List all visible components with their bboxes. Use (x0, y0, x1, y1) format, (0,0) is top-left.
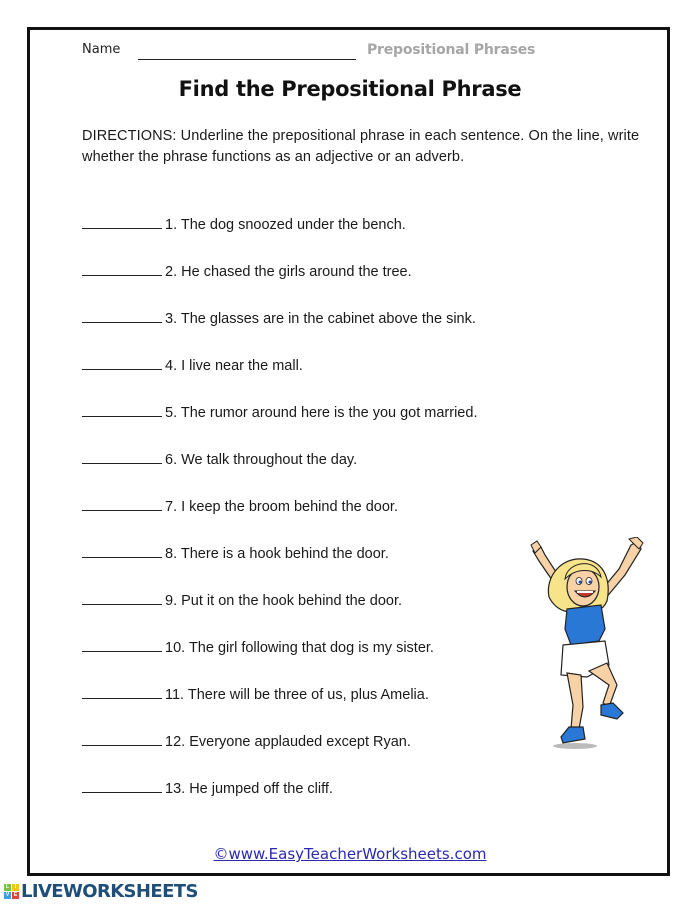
answer-blank[interactable] (82, 778, 162, 793)
question-item (82, 214, 406, 234)
logo-text: LIVEWORKSHEETS (21, 880, 198, 902)
question-number: 13. (165, 781, 186, 797)
question-number: 5. (165, 405, 178, 421)
question-text: There will be three of us, plus Amelia. (187, 687, 429, 703)
question-item (82, 261, 412, 281)
question-number: 11. (165, 687, 185, 703)
question-number: 4. (165, 358, 178, 374)
logo-square-i: I (12, 884, 19, 891)
answer-blank[interactable] (82, 496, 162, 511)
footer-copyright-link[interactable]: ©www.EasyTeacherWorksheets.com (213, 845, 487, 863)
question-text: Everyone applauded except Ryan. (189, 734, 411, 750)
question-item (82, 590, 402, 610)
question-item (82, 402, 477, 422)
name-label: Name (82, 42, 121, 57)
question-number: 8. (165, 546, 178, 562)
question-item (82, 308, 476, 328)
directions-text: DIRECTIONS: Underline the prepositional phrase in each sentence. On the line, write whether the phrase functions as an adjective or an adverb. (82, 128, 640, 165)
answer-blank[interactable] (82, 637, 162, 652)
liveworksheets-logo (4, 881, 198, 901)
question-number: 3. (165, 311, 178, 327)
question-item (82, 543, 389, 563)
topic-heading: Prepositional Phrases (367, 42, 536, 58)
answer-blank[interactable] (82, 543, 162, 558)
answer-blank[interactable] (82, 261, 162, 276)
question-item (82, 355, 303, 375)
question-item (82, 731, 411, 751)
logo-square-l: L (5, 883, 10, 890)
logo-square-v: V (5, 891, 10, 898)
question-text: The dog snoozed under the bench. (180, 217, 406, 233)
answer-blank[interactable] (82, 449, 162, 464)
answer-blank[interactable] (82, 355, 162, 370)
cheering-girl-illustration (527, 537, 647, 752)
question-number: 12. (165, 734, 186, 750)
question-number: 7. (165, 499, 178, 515)
question-number: 2. (165, 264, 178, 280)
answer-blank[interactable] (82, 731, 162, 746)
answer-blank[interactable] (82, 590, 162, 605)
question-item (82, 778, 333, 798)
question-text: I live near the mall. (181, 358, 303, 374)
question-item (82, 684, 429, 704)
question-text: He chased the girls around the tree. (181, 264, 412, 280)
answer-blank[interactable] (82, 214, 162, 229)
question-text: The girl following that dog is my sister. (188, 640, 434, 656)
question-item (82, 496, 398, 516)
answer-blank[interactable] (82, 684, 162, 699)
worksheet-title: Find the Prepositional Phrase (178, 77, 522, 101)
question-number: 6. (165, 452, 178, 468)
question-text: Put it on the hook behind the door. (181, 593, 403, 609)
logo-squares-icon (4, 884, 19, 899)
question-number: 9. (165, 593, 178, 609)
answer-blank[interactable] (82, 402, 162, 417)
question-text: The rumor around here is the you got married. (180, 405, 478, 421)
question-text: I keep the broom behind the door. (181, 499, 398, 515)
question-text: We talk throughout the day. (181, 452, 358, 468)
question-text: The glasses are in the cabinet above the sink. (180, 311, 476, 327)
question-number: 1. (165, 217, 178, 233)
answer-blank[interactable] (82, 308, 162, 323)
question-text: He jumped off the cliff. (189, 781, 333, 797)
question-item (82, 449, 357, 469)
logo-square-e: E (13, 891, 18, 898)
name-input-line[interactable] (138, 59, 356, 60)
question-number: 10. (165, 640, 186, 656)
question-text: There is a hook behind the door. (180, 546, 389, 562)
question-item (82, 637, 434, 657)
